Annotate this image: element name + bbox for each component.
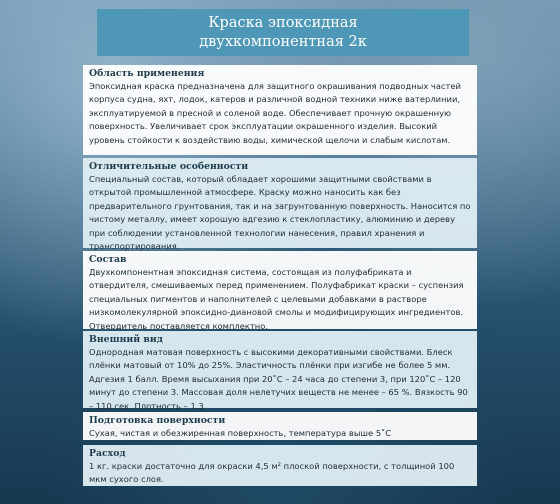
section-appearance [83, 331, 477, 411]
section-consumption [83, 445, 477, 486]
product-title-line-1: Краска эпоксидная [208, 15, 358, 31]
section-heading: Подготовка поверхности [89, 415, 226, 426]
section-composition [83, 251, 477, 329]
product-title-line-2: двухкомпонентная 2к [199, 34, 367, 50]
product-title-banner [97, 9, 469, 56]
section-distinctive-features [83, 158, 477, 252]
section-text: Однородная матовая поверхность с высокими декоративными свойствами. Блеск плёнки матовый от 10% до 25%. Эластичность плёнки при изгибе не более 5 мм. Адгезия 1 балл. Время высыхания при 20˚С – 24 часа до степени 3, при 120˚С – 120 минут до степени 3. Массовая доля нелетучих веществ не менее – 65 %. Вязкость 90 – 110 сек. Плотность – 1,3 [89, 347, 468, 411]
section-heading: Отличительные особенности [89, 161, 249, 172]
section-text: 1 кг. краски достаточно для окраски 4,5 м² плоской поверхности, с толщиной 100 мкм сухого слоя. [89, 461, 455, 485]
section-application-area [83, 65, 477, 155]
section-heading: Внешний вид [89, 334, 163, 345]
section-text: Двухкомпонентная эпоксидная система, состоящая из полуфабриката и отвердителя, смешиваемых перед применением. Полуфабрикат краски – суспензия специальных пигментов и наполнителей с целевыми добавками в растворе низкомолекулярной эпоксидно-диановой смолы и модифицирующих ингредиентов. Отвердитель поставляется комплектно. [89, 267, 464, 331]
section-text: Специальный состав, который обладает хорошими защитными свойствами в открытой промышленной атмосфере. Краску можно наносить как без предварительного грунтования, так и на загрунтованную поверхность. Наносится по чистому металлу, имеет хорошую адгезию к стеклопластику, алюминию и дереву при соблюдении установленной технологии нанесения, правил хранения и транспортирования. [89, 174, 471, 252]
product-info-card [75, 0, 484, 504]
section-heading: Состав [89, 254, 127, 265]
section-text: Сухая, чистая и обезжиренная поверхность, температура выше 5˚С [89, 428, 392, 438]
section-text: Эпоксидная краска предназначена для защитного окрашивания подводных частей корпуса судна, яхт, лодок, катеров и различной водной техники ниже ватерлинии, эксплуатируемой в пресной и соленой воде. Обеспечивает прочную окрашенную поверхность. Увеличивает срок эксплуатации окрашенного изделия. Высокий уровень стойкости к воздействию воды, химической щелочи и слабым кислотам. [89, 81, 461, 145]
section-surface-preparation [83, 412, 477, 440]
section-heading: Область применения [89, 68, 205, 79]
section-heading: Расход [89, 448, 126, 459]
